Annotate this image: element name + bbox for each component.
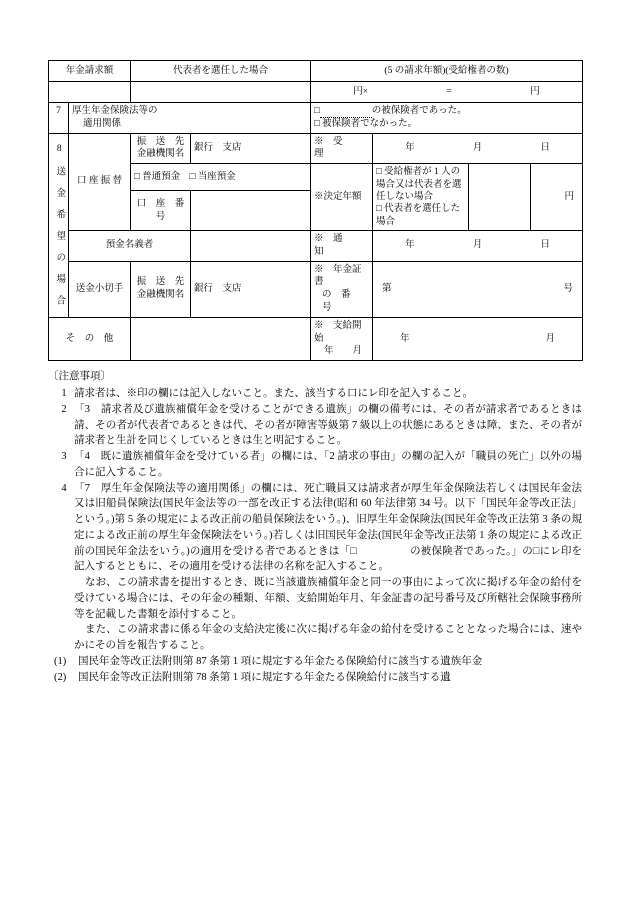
claim-formula-cell[interactable] (311, 82, 583, 103)
section7-title-line1: 厚生年金保険法等の (72, 106, 158, 116)
note-paragraph-2 (48, 622, 582, 654)
note-subitem-1-number: (1) (54, 655, 67, 667)
account-holder-label: 預金名義者 (69, 230, 191, 261)
section7-options[interactable] (311, 103, 583, 134)
receipt-day-label: 日 (540, 143, 550, 154)
receipt-date-field[interactable] (373, 133, 583, 164)
table-row-insurance-applicability (49, 103, 583, 134)
checkbox-ordinary-deposit[interactable]: □ 普通預金 (134, 171, 181, 182)
section7-title-line2: 適用関係 (83, 118, 122, 129)
pension-claim-form-table (48, 60, 583, 361)
section7-title (69, 103, 311, 134)
certificate-number-field[interactable] (373, 261, 583, 317)
account-holder-field[interactable] (191, 230, 311, 261)
receipt-year-label: 年 (405, 143, 415, 154)
formula-equals: = (446, 86, 452, 97)
bank-dest-label-line2: 金融機関名 (136, 149, 185, 160)
receipt-month-label: 月 (472, 143, 483, 154)
payment-start-month-label: 月 (545, 333, 556, 344)
note-number-1: 1 (61, 388, 67, 400)
notes-title: 〔注意事項〕 (48, 371, 111, 383)
payment-start-mark-label (311, 317, 373, 360)
note-subitem-2-text: 国民年金等改正法附則第 78 条第 1 項に規定する年金たる保険給付に該当する遺 (78, 671, 451, 683)
insurance-law-name-field[interactable] (320, 108, 372, 118)
bank-dest-label-line1: 振 送 先 (136, 136, 185, 147)
condition-representative-selected[interactable]: □ 代表者を選任した場合 (376, 204, 461, 227)
note-item-4 (48, 481, 582, 576)
recipient-conditions[interactable] (373, 164, 469, 231)
table-row-check-transfer (49, 261, 583, 317)
account-type-options[interactable] (131, 164, 311, 191)
insured-was-label: の被保険者であった。 (371, 106, 467, 116)
table-row-claim-amount (49, 61, 583, 82)
bank-branch-field[interactable]: 銀行 支店 (191, 133, 311, 164)
note-subitem-2-number: (2) (54, 671, 67, 683)
payment-start-year-label: 年 (400, 333, 410, 344)
note-number-4: 4 (61, 482, 67, 494)
note-paragraph-1 (48, 575, 582, 622)
certificate-gou-label: 号 (563, 283, 574, 294)
note-text-2: 「3 請求者及び遺族補償年金を受けることができる遺族」の欄の備考には、その者が請求者であるときは請、その者が代表者であるときは代、その者が障害等級第 7 級以上の状態にあるときは障、また、その者が請求者と生計を同じくしているときは生と明記すること。 (74, 403, 582, 447)
note-subitem-1-text: 国民年金等改正法附則第 87 条第 1 項に規定する年金たる保険給付に該当する遺族年金 (78, 655, 483, 667)
certificate-mark-label (311, 261, 373, 317)
note-number-3: 3 (61, 451, 67, 463)
decision-amount-label: ※決定年額 (311, 164, 373, 231)
table-row-bank-transfer-1 (49, 133, 583, 164)
note-item-3 (48, 449, 582, 481)
representative-value[interactable] (131, 82, 311, 103)
note-text-1: 請求者は、※印の欄には記入しないこと。また、該当する口にレ印を記入すること。 (74, 388, 473, 400)
table-row-other (49, 317, 583, 360)
checkbox-current-deposit[interactable]: □ 当座預金 (189, 171, 236, 182)
note-text-3: 「4 既に遺族補償年金を受けている者」の欄には、「2 請求の事由」の欄の記入が「職員の死亡」以外の場合に記入すること。 (74, 451, 582, 478)
bank-transfer-label: 口 座 振 替 (69, 133, 131, 230)
representative-label: 代表者を選任した場合 (131, 61, 311, 82)
condition-single-recipient[interactable]: □ 受給権者が 1 人の場合又は代表者を選任しない場合 (376, 167, 462, 202)
note-subitem-2 (48, 670, 582, 686)
insured-was-option[interactable] (314, 106, 469, 116)
receipt-mark-label: ※ 受 理 (311, 133, 373, 164)
notes-section (48, 369, 582, 685)
decision-amount-value[interactable] (469, 164, 531, 231)
not-insured-option[interactable]: □ 被保険者でなかった。 (314, 118, 418, 129)
table-row-account-holder (49, 230, 583, 261)
other-field[interactable] (131, 317, 311, 360)
note-item-2 (48, 402, 582, 449)
payment-start-line2: 年 月 (324, 346, 363, 357)
check-transfer-label: 送金小切手 (69, 261, 131, 317)
certificate-mark-line2: の 番 号 (322, 290, 361, 314)
check-bank-branch-field[interactable]: 銀行 支店 (191, 261, 311, 317)
claim-amount-label: 年金請求額 (49, 61, 131, 82)
notice-mark-label: ※ 通 知 (311, 230, 373, 261)
formula-yen-result: 円 (530, 86, 540, 97)
section7-number: 7 (49, 103, 69, 134)
note-subitem-1 (48, 654, 582, 670)
account-number-label: 口 座 番 号 (131, 191, 191, 231)
certificate-dai-label: 第 (382, 283, 392, 294)
note-text-4: 「7 厚生年金保険法等の適用関係」の欄には、死亡職員又は請求者が厚生年金保険法若しくは国民年金法又は旧船員保険法(国民年金法等の一部を改正する法律(昭和 60 年法律第 34 号。以下「国民年金等改正法」という。)第 5 条の規定による改正前の船員保険法をいう。)、旧厚生年金保険法(国民年金等改正法第 3 条の規定による改正前の厚生年金保険法をいう。)若しくは旧国民年金法(国民年金等改正法第 1 条の規定による改正前の国民年金法をいう。)の適用を受ける者であるときは「□ の被保険者であった。」の□にレ印を記入するとともに、その適用を受ける法律の名称を記入すること。 (74, 482, 582, 573)
notice-year-label: 年 (405, 240, 415, 251)
check-dest-label (131, 261, 191, 317)
claim-amount-value[interactable] (49, 82, 131, 103)
note-number-2: 2 (61, 403, 67, 415)
certificate-mark-line1: ※ 年金証書 (314, 264, 362, 288)
check-dest-label-line1: 振 送 先 (136, 277, 185, 288)
notice-month-label: 月 (472, 240, 483, 251)
formula-yen-multiply: 円× (353, 86, 369, 97)
checkbox-insured-was[interactable]: □ (314, 106, 320, 116)
check-dest-label-line2: 金融機関名 (136, 290, 185, 301)
table-row-claim-formula (49, 82, 583, 103)
payment-start-line1: ※ 支給開始 (314, 320, 362, 344)
payment-start-date-field[interactable] (373, 317, 583, 360)
note-paragraph-1-text: なお、この請求書を提出するとき、既に当該遺族補償年金と同一の事由によって次に掲げる年金の給付を受けている場合には、その年金の種類、年額、支給開始年月、年金証書の記号番号及び所轄社会保険事務所等を記載した書類を添付すること。 (74, 577, 582, 620)
decision-amount-yen: 円 (531, 164, 583, 231)
bank-dest-label (131, 133, 191, 164)
account-number-field[interactable] (191, 191, 311, 231)
other-label: そ の 他 (49, 317, 131, 360)
section8-vertical-label: 8 送 金 希 望 の 場 合 (49, 133, 69, 317)
note-item-1 (48, 386, 582, 402)
note-paragraph-2-text: また、この請求書に係る年金の支給決定後に次に掲げる年金の給付を受けることとなった場合には、速やかにその旨を報告すること。 (74, 624, 582, 652)
notice-date-field[interactable] (373, 230, 583, 261)
claim-annual-header: (5 の請求年額)(受給権者の数) (311, 61, 583, 82)
notice-day-label: 日 (540, 240, 550, 251)
